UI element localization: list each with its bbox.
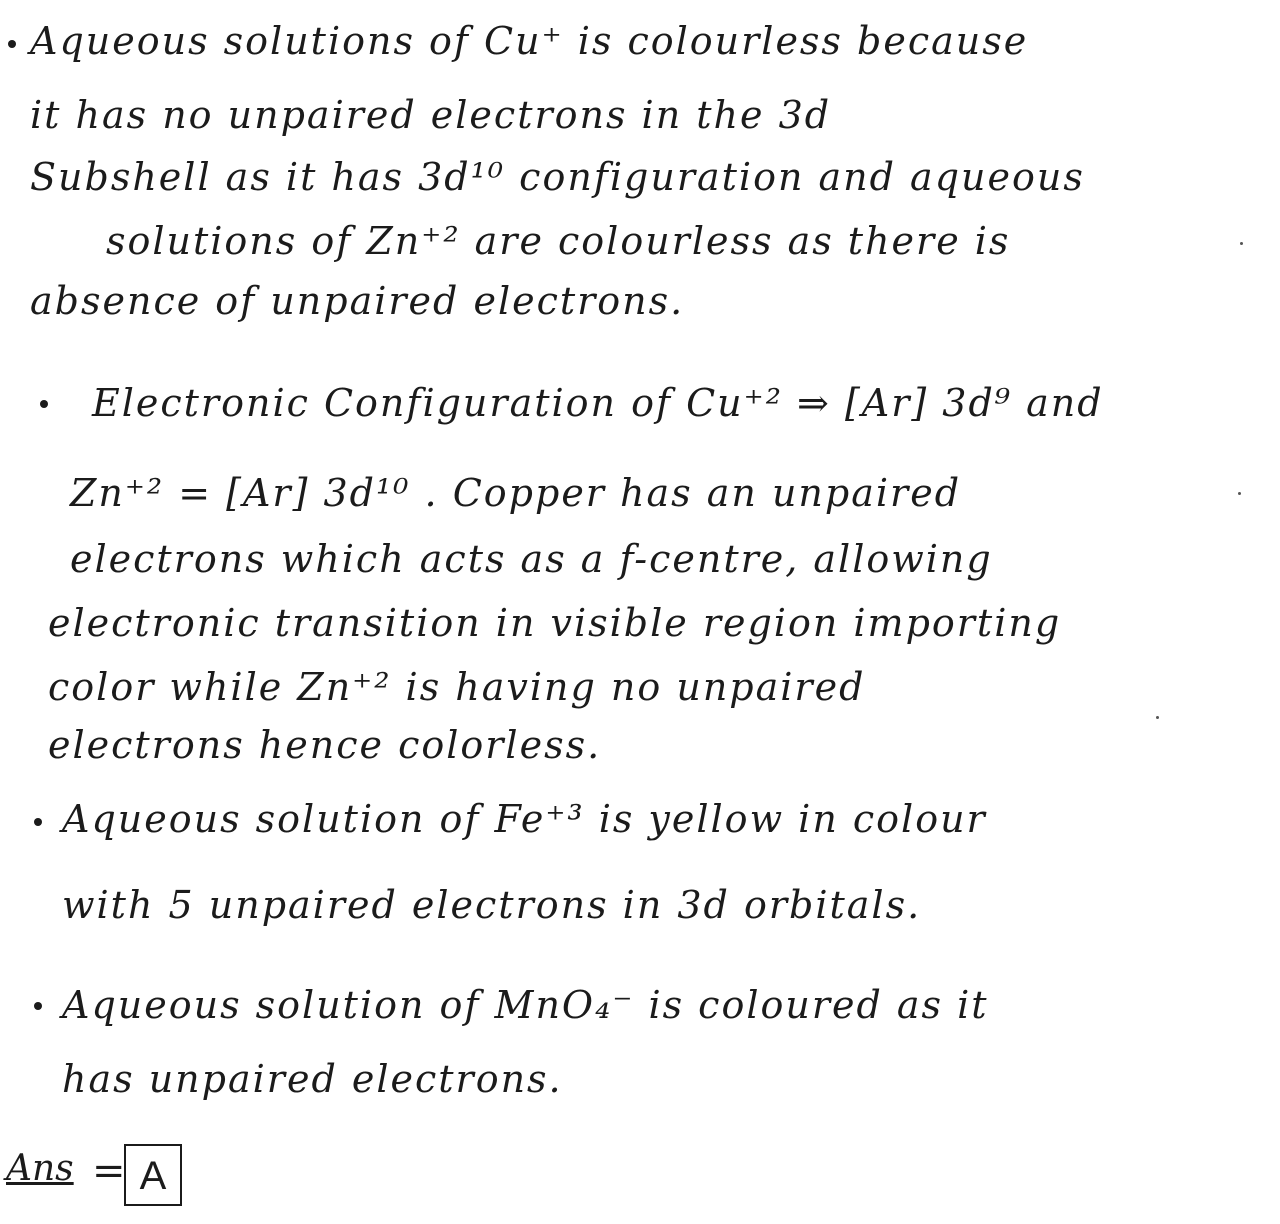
bullet-point <box>40 400 48 408</box>
pen-dot <box>1240 242 1243 245</box>
bullet-point <box>34 818 42 826</box>
note-line: absence of unpaired electrons. <box>30 279 685 323</box>
answer-label: Ans <box>6 1148 74 1189</box>
note-line: Aqueous solutions of Cu⁺ is colourless because <box>30 19 1029 63</box>
note-line: electrons which acts as a f-centre, allowing <box>70 537 993 581</box>
bullet-point <box>34 1002 42 1010</box>
note-line: it has no unpaired electrons in the 3d <box>30 93 832 137</box>
pen-dot <box>1156 716 1159 719</box>
pen-dot <box>1238 492 1241 495</box>
note-line: has unpaired electrons. <box>62 1057 563 1101</box>
answer-box: A <box>124 1144 182 1206</box>
answer-equals-sign: = <box>92 1148 126 1194</box>
bullet-point <box>8 40 16 48</box>
note-line: color while Zn⁺² is having no unpaired <box>48 665 866 709</box>
note-line: electrons hence colorless. <box>48 723 602 767</box>
note-line: solutions of Zn⁺² are colourless as there is <box>106 219 1011 263</box>
note-line: Electronic Configuration of Cu⁺² ⇒ [Ar] 3d⁹ and <box>92 381 1104 425</box>
note-line: Aqueous solution of MnO₄⁻ is coloured as it <box>62 983 989 1027</box>
note-line: Subshell as it has 3d¹⁰ configuration and aqueous <box>30 155 1085 199</box>
note-line: Zn⁺² = [Ar] 3d¹⁰ . Copper has an unpaired <box>70 471 962 515</box>
note-line: electronic transition in visible region importing <box>48 601 1062 645</box>
note-line: Aqueous solution of Fe⁺³ is yellow in colour <box>62 797 987 841</box>
note-line: with 5 unpaired electrons in 3d orbitals. <box>62 883 922 927</box>
